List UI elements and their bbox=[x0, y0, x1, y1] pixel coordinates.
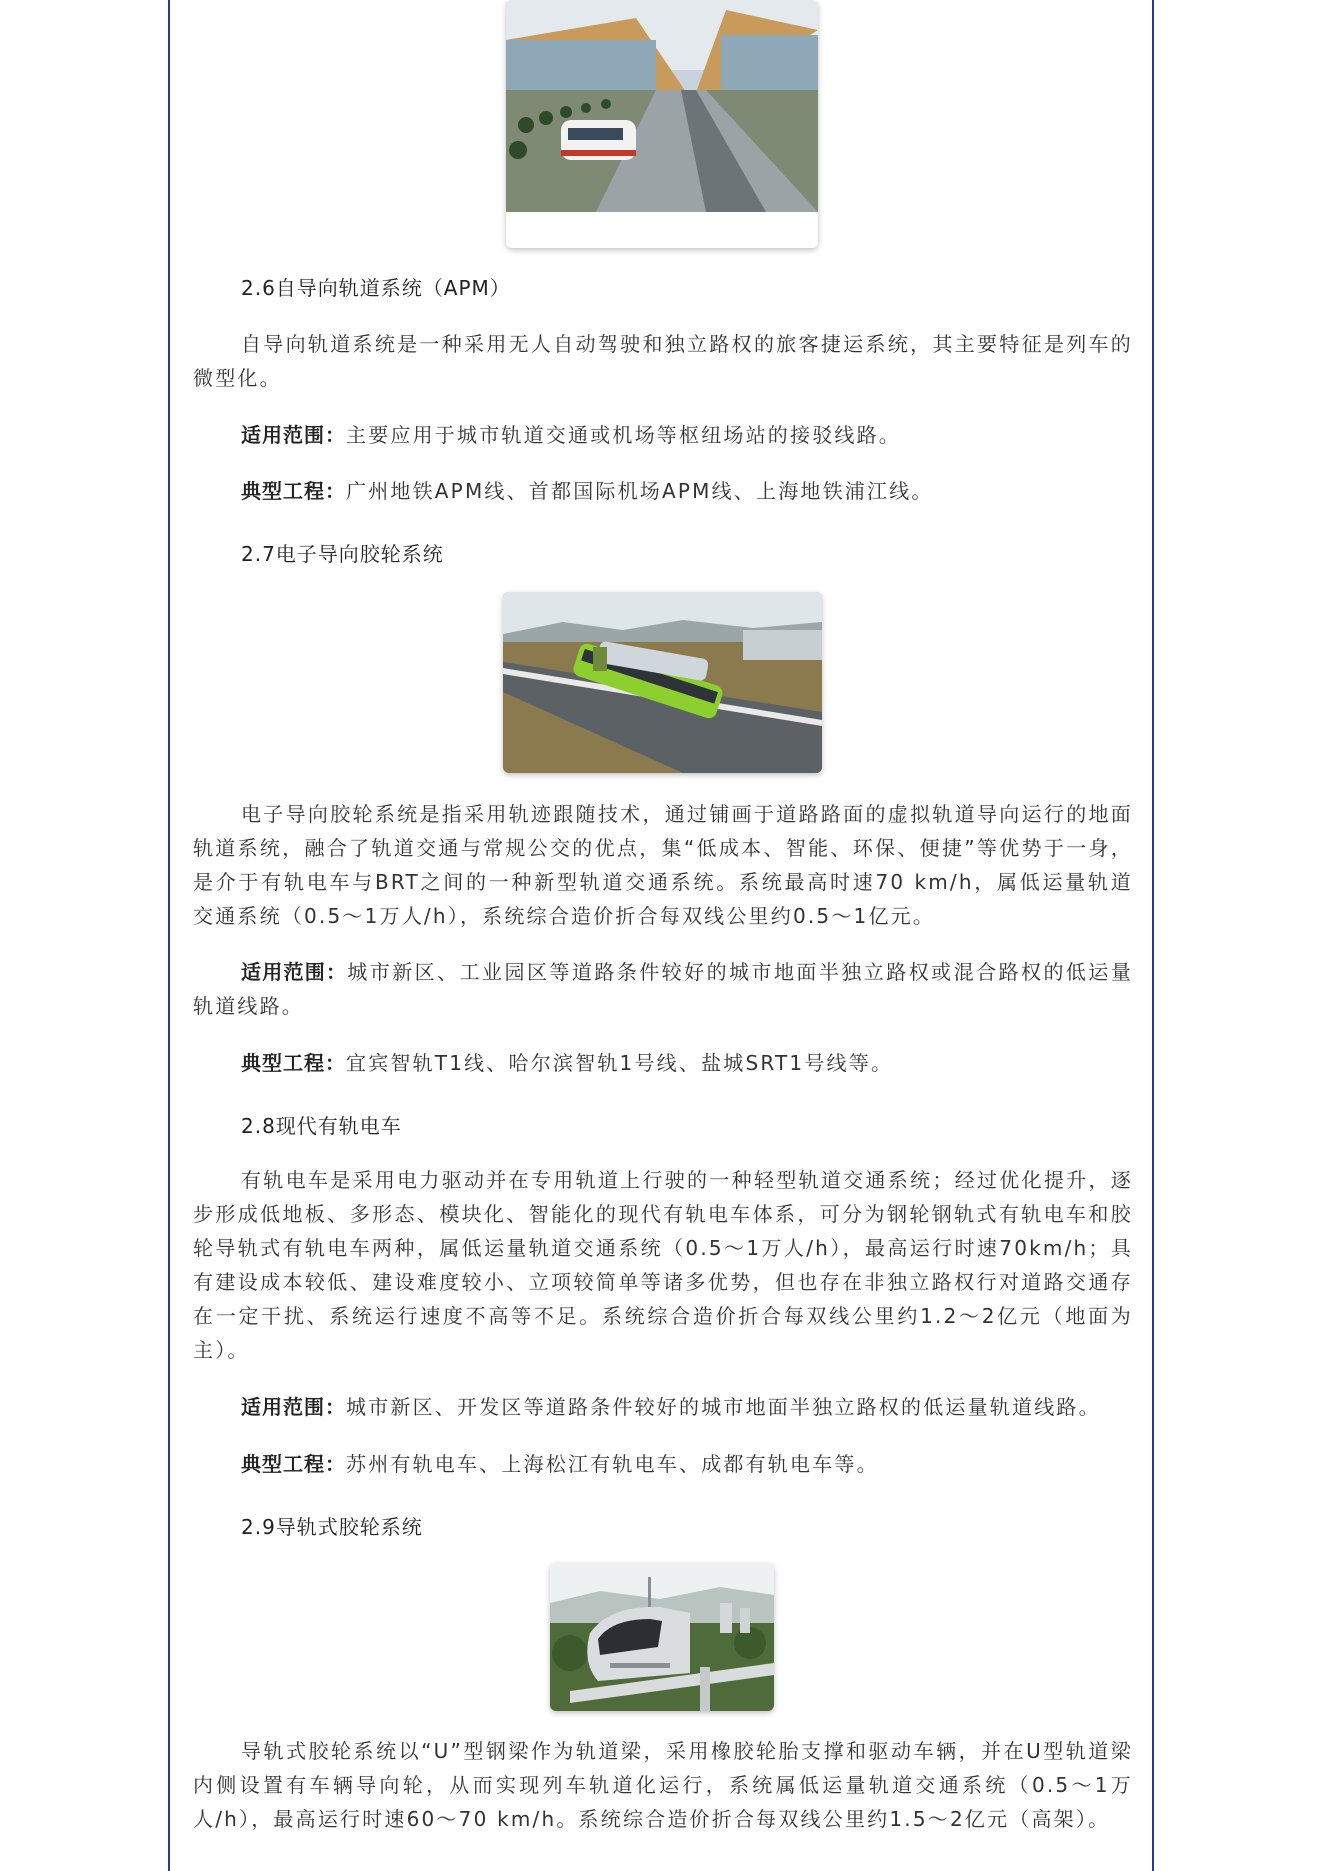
art-projects-label: 典型工程： bbox=[241, 1051, 346, 1075]
art-projects bbox=[193, 1046, 1133, 1080]
heading-art: 2.7电子导向胶轮系统 bbox=[241, 542, 444, 566]
tram-projects-text: 苏州有轨电车、上海松江有轨电车、成都有轨电车等。 bbox=[346, 1452, 879, 1476]
guided-description: 导轨式胶轮系统以“U”型钢梁作为轨道梁，采用橡胶轮胎支撑和驱动车辆，并在U型轨道梁内侧设置有车辆导向轮，从而实现列车轨道化运行，系统属低运量轨道交通系统（0.5～1万人/h），最高运行时速60～70 km/h。系统综合造价折合每双线公里约1.5～2亿元（高架）。 bbox=[193, 1739, 1133, 1831]
apm-projects-label: 典型工程： bbox=[241, 479, 346, 503]
tram-description: 有轨电车是采用电力驱动并在专用轨道上行驶的一种轻型轨道交通系统；经过优化提升，逐步形成低地板、多形态、模块化、智能化的现代有轨电车体系，可分为钢轮钢轨式有轨电车和胶轮导轨式有轨电车两种，属低运量轨道交通系统（0.5～1万人/h），最高运行时速70km/h；具有建设成本较低、建设难度较小、立项较简单等诸多优势，但也存在非独立路权行对道路交通存在一定干扰、系统运行速度不高等不足。系统综合造价折合每双线公里约1.2～2亿元（地面为主）。 bbox=[193, 1168, 1133, 1362]
apm-projects bbox=[193, 474, 1133, 508]
apm-scope-label: 适用范围： bbox=[241, 423, 346, 447]
heading-guided: 2.9导轨式胶轮系统 bbox=[241, 1515, 423, 1539]
tram-scope bbox=[193, 1390, 1133, 1424]
apm-scope-text: 主要应用于城市轨道交通或机场等枢纽场站的接驳线路。 bbox=[346, 423, 901, 447]
art-photo bbox=[503, 592, 822, 773]
tram-scope-label: 适用范围： bbox=[241, 1395, 346, 1419]
apm-scope bbox=[193, 418, 1133, 452]
apm-photo bbox=[506, 0, 818, 248]
apm-projects-text: 广州地铁APM线、首都国际机场APM线、上海地铁浦江线。 bbox=[346, 479, 934, 503]
art-scope bbox=[193, 955, 1133, 1023]
art-projects-text: 宜宾智轨T1线、哈尔滨智轨1号线、盐城SRT1号线等。 bbox=[346, 1051, 894, 1075]
apm-description: 自导向轨道系统是一种采用无人自动驾驶和独立路权的旅客捷运系统，其主要特征是列车的微型化。 bbox=[193, 332, 1133, 390]
tram-projects-label: 典型工程： bbox=[241, 1452, 346, 1476]
art-scope-text: 城市新区、工业园区等道路条件较好的城市地面半独立路权或混合路权的低运量轨道线路。 bbox=[193, 960, 1134, 1018]
art-description: 电子导向胶轮系统是指采用轨迹跟随技术，通过铺画于道路路面的虚拟轨道导向运行的地面轨道系统，融合了轨道交通与常规公交的优点，集“低成本、智能、环保、便捷”等优势于一身，是介于有轨电车与BRT之间的一种新型轨道交通系统。系统最高时速70 km/h，属低运量轨道交通系统（0.5～1万人/h），系统综合造价折合每双线公里约0.5～1亿元。 bbox=[193, 802, 1133, 928]
heading-apm: 2.6自导向轨道系统（APM） bbox=[241, 276, 511, 300]
tram-projects bbox=[193, 1447, 1133, 1481]
guided-photo bbox=[550, 1563, 774, 1711]
art-scope-label: 适用范围： bbox=[241, 960, 348, 984]
heading-tram: 2.8现代有轨电车 bbox=[241, 1114, 402, 1138]
tram-scope-text: 城市新区、开发区等道路条件较好的城市地面半独立路权的低运量轨道线路。 bbox=[346, 1395, 1101, 1419]
